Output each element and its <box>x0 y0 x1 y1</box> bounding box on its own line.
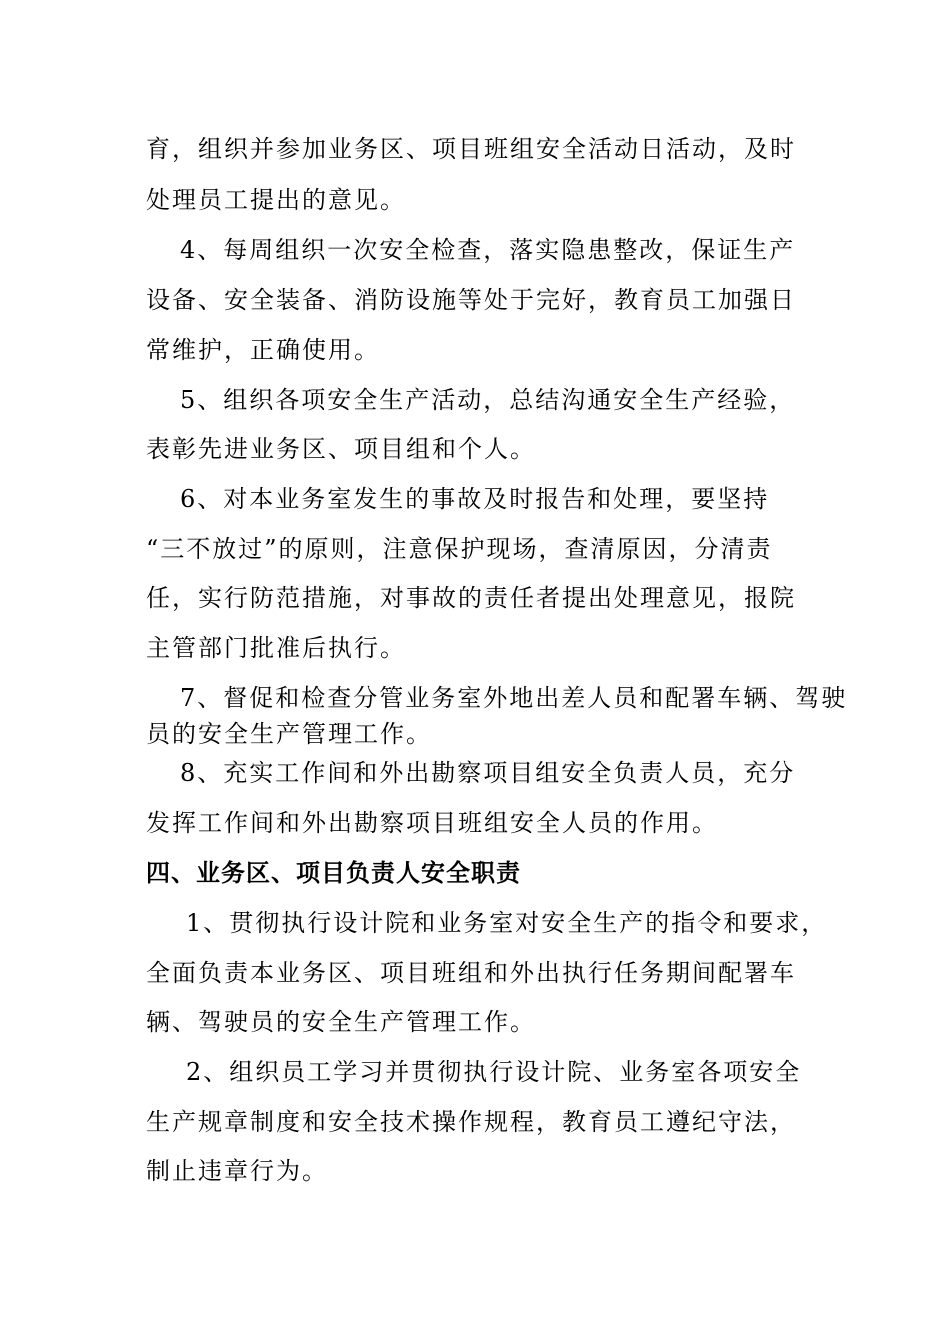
text-line-2: 处理员工提出的意见。 <box>146 186 406 214</box>
item-5-line-1: 5、组织各项安全生产活动，总结沟通安全生产经验， <box>180 386 796 414</box>
item-4-line-1: 4、每周组织一次安全检查，落实隐患整改，保证生产 <box>180 236 796 264</box>
duty-1-line-1: 1、贯彻执行设计院和业务室对安全生产的指令和要求， <box>186 909 828 937</box>
item-8-line-2: 发挥工作间和外出勘察项目班组安全人员的作用。 <box>146 809 718 837</box>
duty-1-line-2: 全面负责本业务区、项目班组和外出执行任务期间配署车 <box>146 959 796 987</box>
item-6-line-3: 任，实行防范措施，对事故的责任者提出处理意见，报院 <box>146 584 796 612</box>
duty-2-line-1: 2、组织员工学习并贯彻执行设计院、业务室各项安全 <box>186 1058 802 1086</box>
duty-1-line-3: 辆、驾驶员的安全生产管理工作。 <box>146 1008 536 1036</box>
item-7-line-1: 7、督促和检查分管业务室外地出差人员和配署车辆、驾驶 <box>180 684 848 712</box>
item-6-line-2: “三不放过”的原则，注意保护现场，查清原因，分清责 <box>146 535 773 563</box>
item-4-line-2: 设备、安全装备、消防设施等处于完好，教育员工加强日 <box>146 286 796 314</box>
item-7-line-2: 员的安全生产管理工作。 <box>146 720 432 748</box>
text-line-1: 育，组织并参加业务区、项目班组安全活动日活动，及时 <box>146 135 796 163</box>
section-heading: 四、业务区、项目负责人安全职责 <box>146 859 521 887</box>
item-6-line-4: 主管部门批准后执行。 <box>146 634 406 662</box>
item-8-line-1: 8、充实工作间和外出勘察项目组安全负责人员，充分 <box>180 759 796 787</box>
item-4-line-3: 常维护，正确使用。 <box>146 336 380 364</box>
item-6-line-1: 6、对本业务室发生的事故及时报告和处理，要坚持 <box>180 485 770 513</box>
duty-2-line-2: 生产规章制度和安全技术操作规程，教育员工遵纪守法， <box>146 1108 796 1136</box>
duty-2-line-3: 制止违章行为。 <box>146 1157 328 1185</box>
item-5-line-2: 表彰先进业务区、项目组和个人。 <box>146 435 536 463</box>
